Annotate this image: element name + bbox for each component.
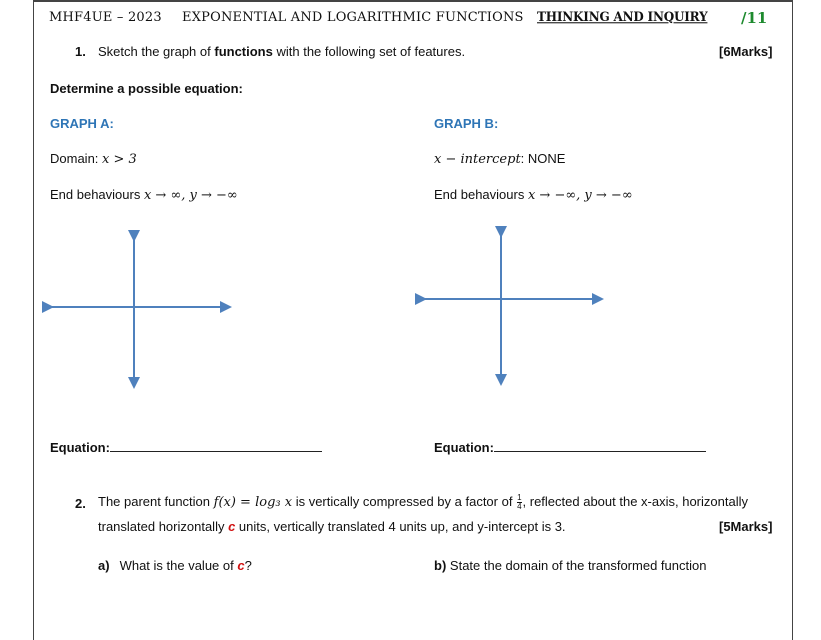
q1-text: Sketch the graph of functions with the following set of features. [98,44,466,59]
q2-line2: translated horizontally c units, vertically translated 4 units up, and y-intercept is 3. [98,519,566,534]
graph-b-equation-blank[interactable] [494,439,706,452]
score-total: /11 [741,9,768,27]
q2-part-b: b) State the domain of the transformed function [434,558,707,573]
graph-b-intercept: x − intercept: NONE [434,151,566,167]
axes-graph-b-icon[interactable] [421,232,598,380]
graph-a-domain: Domain: x > 3 [50,151,137,167]
graph-a-end-behaviour: End behaviours x → ∞, y → −∞ [50,187,238,203]
unit-title: EXPONENTIAL AND LOGARITHMIC FUNCTIONS [182,10,524,25]
q2-part-a: a) What is the value of c? [98,558,252,573]
graph-b-equation: Equation: [434,439,706,455]
axes-graph-a-icon[interactable] [48,236,226,383]
q1-prompt: Determine a possible equation: [50,81,243,96]
graph-a-equation: Equation: [50,439,322,455]
course-code: MHF4UE – 2023 [49,10,162,25]
graph-b-title: GRAPH B: [434,116,499,131]
category-label: THINKING AND INQUIRY [537,9,708,25]
q1-number: 1. [75,44,86,59]
graph-b-end-behaviour: End behaviours x → −∞, y → −∞ [434,187,633,203]
q2-fraction: $\frac{1}{4}$ [517,493,522,512]
q2-number: 2. [75,496,86,511]
q1-marks: [6Marks] [719,44,773,59]
graph-a-title: GRAPH A: [50,116,114,131]
graph-a-equation-blank[interactable] [110,439,322,452]
q2-marks: [5Marks] [719,519,773,534]
q2-line1: The parent function f(x) = log₃ x is vertically compressed by a factor of $\frac{1}{4}$ , reflected about the x-axis, horizontally [98,493,748,512]
